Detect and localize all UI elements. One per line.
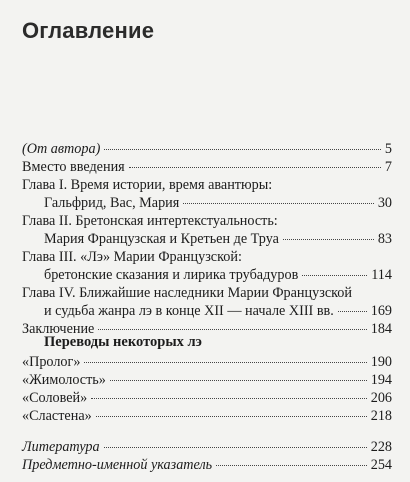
toc-label: «Соловей» xyxy=(22,390,88,406)
dot-leader xyxy=(216,465,367,466)
toc-label: и судьба жанра лэ в конце XII — начале XIII вв. xyxy=(44,303,334,319)
toc-entry-chapter-3 xyxy=(44,266,392,284)
toc-page-number: 254 xyxy=(370,457,392,473)
toc-label: (От автора) xyxy=(22,141,101,157)
dot-leader xyxy=(104,149,381,150)
toc-label: Вместо введения xyxy=(22,159,125,175)
toc-page-number: 218 xyxy=(370,408,392,424)
toc-entry-intro xyxy=(22,158,392,176)
toc-entry-translation xyxy=(22,389,392,407)
dot-leader xyxy=(96,416,367,417)
toc-label: «Жимолость» xyxy=(22,372,106,388)
toc-page-number: 5 xyxy=(384,141,392,157)
toc-entry-translation xyxy=(22,353,392,371)
toc-entry-chapter-4-title: Глава IV. Ближайшие наследники Марии Французской xyxy=(22,285,352,301)
translations-heading: Переводы некоторых лэ xyxy=(44,334,202,350)
dot-leader xyxy=(104,447,367,448)
toc-label: Заключение xyxy=(22,321,95,337)
toc-page-number: 30 xyxy=(377,195,392,211)
toc-page-number: 83 xyxy=(377,231,392,247)
toc-entry-chapter-2 xyxy=(44,230,392,248)
toc-entry-from-author xyxy=(22,140,392,158)
page-title: Оглавление xyxy=(22,18,155,43)
toc-page-number: 7 xyxy=(384,159,392,175)
dot-leader xyxy=(98,329,366,330)
toc-entry-chapter-4 xyxy=(44,302,392,320)
toc-label: Литература xyxy=(22,439,100,455)
toc-page-number: 228 xyxy=(370,439,392,455)
toc-page-number: 184 xyxy=(370,321,392,337)
dot-leader xyxy=(183,203,374,204)
toc-entry-chapter-2-title: Глава II. Бретонская интертекстуальность: xyxy=(22,213,278,229)
toc-label: «Сластена» xyxy=(22,408,92,424)
toc-label: бретонские сказания и лирика трубадуров xyxy=(44,267,299,283)
toc-page-number: 114 xyxy=(371,267,392,283)
toc-page-number: 194 xyxy=(370,372,392,388)
toc-entry-literature xyxy=(22,438,392,456)
toc-entry-chapter-3-title: Глава III. «Лэ» Марии Французской: xyxy=(22,249,242,265)
toc-entry-index xyxy=(22,456,392,474)
dot-leader xyxy=(338,311,367,312)
toc-page-number: 206 xyxy=(370,390,392,406)
toc-label: «Пролог» xyxy=(22,354,81,370)
toc-entry-translation xyxy=(22,371,392,389)
dot-leader xyxy=(302,275,367,276)
toc-entry-chapter-1 xyxy=(44,194,392,212)
dot-leader xyxy=(84,362,366,363)
dot-leader xyxy=(110,380,367,381)
toc-label: Предметно-именной указатель xyxy=(22,457,213,473)
toc-entry-translation xyxy=(22,407,392,425)
toc-page-number: 169 xyxy=(370,303,392,319)
toc-page-number: 190 xyxy=(370,354,392,370)
toc-entry-chapter-1-title: Глава I. Время истории, время авантюры: xyxy=(22,177,273,193)
dot-leader xyxy=(91,398,366,399)
toc-label: Мария Французская и Кретьен де Труа xyxy=(44,231,279,247)
toc-label: Гальфрид, Вас, Мария xyxy=(44,195,180,211)
dot-leader xyxy=(129,167,381,168)
dot-leader xyxy=(283,239,374,240)
